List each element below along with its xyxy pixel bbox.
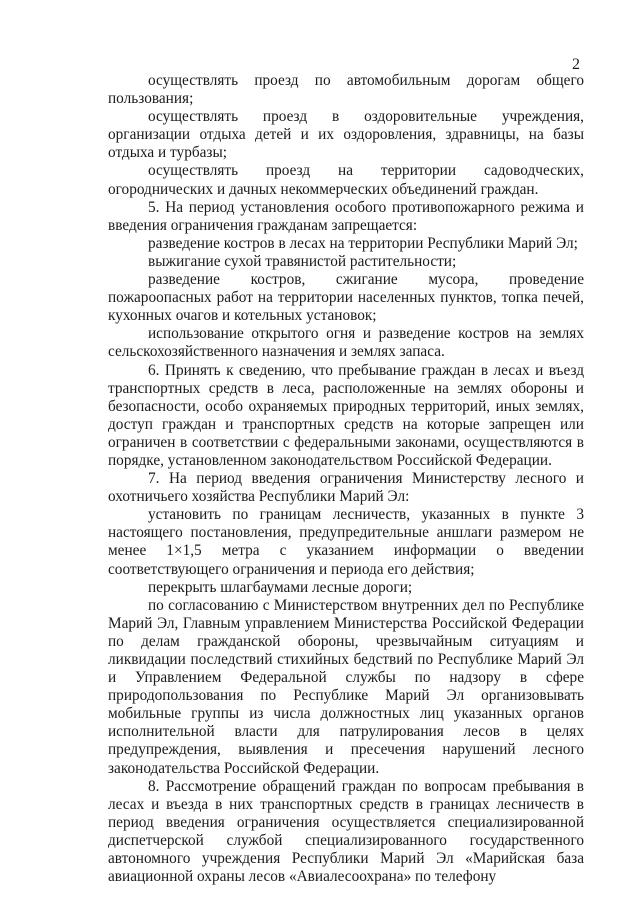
page-number: 2 bbox=[572, 56, 580, 73]
paragraph-road-travel: осуществлять проезд по автомобильным дорогам общего пользования; bbox=[108, 72, 584, 108]
paragraph-no-campfires: разведение костров в лесах на территории Республики Марий Эл; bbox=[148, 234, 578, 252]
paragraph-install-signs: установить по границам лесничеств, указанных в пункте 3 настоящего постановления, предупредительные аншлаги размером не менее 1×1,5 метра с указанием информации о введении соответствующего ограничения и периода его действия; bbox=[108, 506, 584, 578]
paragraph-item-6: 6. Принять к сведению, что пребывание граждан в лесах и въезд транспортных средств в леса, расположенные на землях обороны и безопасности, особо охраняемых природных территорий, иных землях, доступ граждан и транспортных средств на которые запрещен или ограничен в соответствии с федеральными законами, осуществляются в порядке, установленном законодательством Российской Федерации. bbox=[108, 361, 584, 469]
paragraph-mobile-groups: по согласованию с Министерством внутренних дел по Республике Марий Эл, Главным управлением Министерства Российской Федерации по делам гражданской обороны, чрезвычайным ситуациям и ликвидации последствий стихийных бедствий по Республике Марий Эл и Управлением Федеральной службы по надзору в сфере природопользования по Республике Марий Эл организовывать мобильные группы из числа должностных лиц указанных органов исполнительной власти для патрулирования лесов в целях предупреждения, выявления и пресечения нарушений лесного законодательства Российской Федерации. bbox=[108, 596, 584, 777]
paragraph-no-grass-burning: выжигание сухой травянистой растительности; bbox=[148, 252, 457, 270]
paragraph-no-fire-works: разведение костров, сжигание мусора, проведение пожароопасных работ на территории населенных пунктов, топка печей, кухонных очагов и котельных установок; bbox=[108, 271, 584, 325]
paragraph-item-5: 5. На период установления особого противопожарного режима и введения ограничения гражданам запрещается: bbox=[108, 198, 584, 234]
paragraph-recreation-travel: осуществлять проезд в оздоровительные учреждения, организации отдыха детей и их оздоровления, здравницы, на базы отдыха и турбазы; bbox=[108, 108, 584, 162]
document-body bbox=[108, 72, 584, 886]
paragraph-block-roads: перекрыть шлагбаумами лесные дороги; bbox=[148, 578, 413, 596]
paragraph-item-7: 7. На период введения ограничения Министерству лесного и охотничьего хозяйства Республики Марий Эл: bbox=[108, 470, 584, 506]
paragraph-item-8: 8. Рассмотрение обращений граждан по вопросам пребывания в лесах и въезда в них транспортных средств в границах лесничеств в период введения ограничения осуществляется специализированной диспетчерской службой специализированного государственного автономного учреждения Республики Марий Эл «Марийская база авиационной охраны лесов «Авиалесоохрана» по телефону bbox=[108, 777, 584, 886]
paragraph-no-open-fire: использование открытого огня и разведение костров на землях сельскохозяйственного назначения и землях запаса. bbox=[108, 325, 584, 361]
paragraph-garden-travel: осуществлять проезд на территории садоводческих, огороднических и дачных некоммерческих объединений граждан. bbox=[108, 162, 584, 198]
